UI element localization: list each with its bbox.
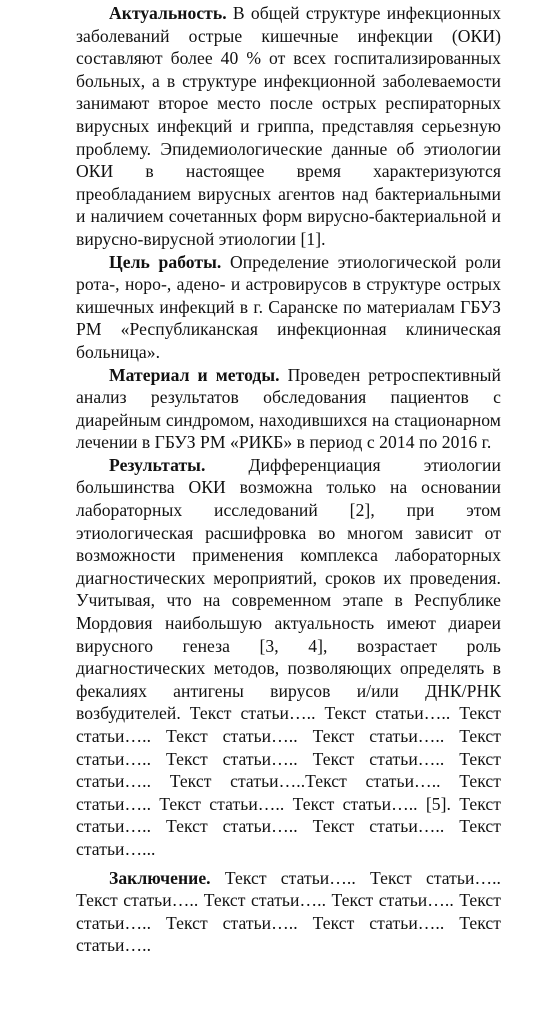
results-text: Дифференциация этиологии большинства ОКИ возможна только на основании лабораторных исследований [2], при этом этиологическая расшифровка во многом зависит от возможности применения комплекса лабораторных диагностических мероприятий, сроков их проведения. Учитывая, что на современном этапе в Республике Мордовия наибольшую актуальность имеют диареи вирусного генеза [3, 4], возрастает роль диагностических методов, позволяющих определять в фекалиях антигены вирусов и/или ДНК/РНК возбудителей. Текст статьи….. Текст статьи….. Текст статьи….. Текст статьи….. Текст статьи….. Текст статьи….. Текст статьи….. Текст статьи….. Текст статьи….. Текст статьи…..Текст статьи….. Текст статьи….. Текст статьи….. Текст статьи….. [5]. Текст статьи….. Текст статьи….. Текст статьи….. Текст статьи…... (76, 454, 501, 859)
methods-heading: Материал и методы. (109, 364, 280, 385)
conclusion-heading: Заключение. (109, 867, 211, 888)
conclusion-text: Текст статьи….. Текст статьи….. Текст статьи….. Текст статьи….. Текст статьи….. Текст статьи….. Текст статьи….. Текст статьи….. Текст статьи….. (76, 867, 501, 956)
relevance-paragraph (76, 2, 501, 251)
relevance-text: В общей структуре инфекционных заболеваний острые кишечные инфекции (ОКИ) составляют более 40 % от всех госпитализированных больных, а в структуре инфекционной заболеваемости занимают второе место после острых респираторных вирусных инфекций и гриппа, представляя серьезную проблему. Эпидемиологические данные об этиологии ОКИ в настоящее время характеризуются преобладанием вирусных агентов над бактериальными и наличием сочетанных форм вирусно-бактериальной и вирусно-вирусной этиологии [1]. (76, 3, 501, 249)
methods-text: Проведен ретроспективный анализ результатов обследования пациентов с диарейным синдромом, находившихся на стационарном лечении в ГБУЗ РМ «РИКБ» в период с 2014 по 2016 г. (76, 364, 501, 453)
conclusion-paragraph (76, 867, 501, 957)
article-body (76, 2, 501, 957)
goal-heading: Цель работы. (109, 251, 222, 272)
goal-paragraph (76, 251, 501, 364)
results-heading: Результаты. (109, 454, 206, 475)
methods-paragraph (76, 364, 501, 454)
results-paragraph (76, 454, 501, 861)
relevance-heading: Актуальность. (109, 3, 227, 23)
goal-text: Определение этиологической роли рота-, норо-, адено- и астровирусов в структуре острых кишечных инфекций в г. Саранске по материалам ГБУЗ РМ «Республиканская инфекционная клиническая больница». (76, 251, 501, 362)
